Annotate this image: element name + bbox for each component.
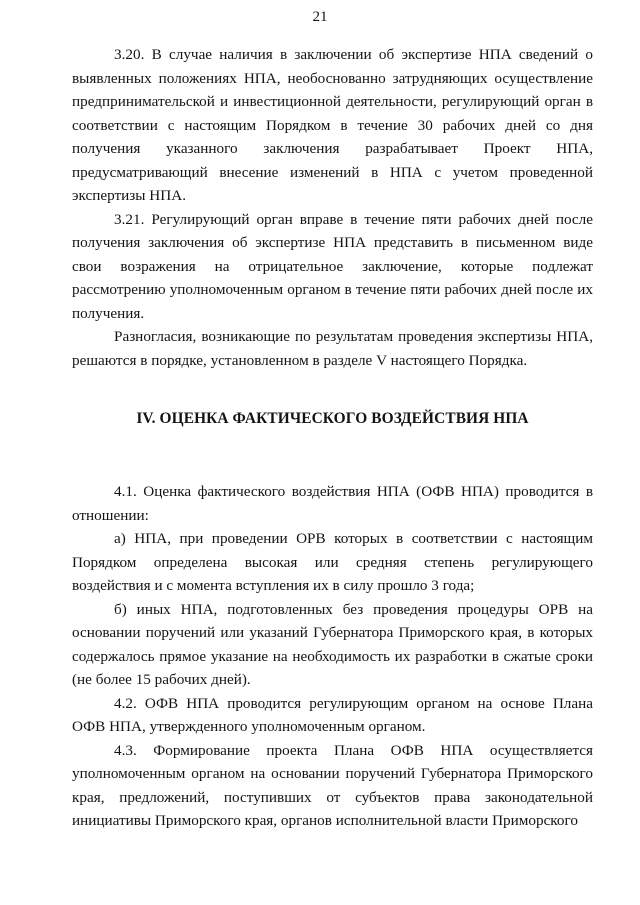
- document-body: [72, 43, 593, 833]
- paragraph-4-1-a: а) НПА, при проведении ОРВ которых в соответствии с настоящим Порядком определена высокая или средняя степень регулирующего воздействия и с момента вступления их в силу прошло 3 года;: [72, 530, 593, 594]
- paragraph-4-1-b: б) иных НПА, подготовленных без проведения процедуры ОРВ на основании поручений или указаний Губернатора Приморского края, в которых содержалось прямое указание на необходимость их разработки в сжатые сроки (не более 15 рабочих дней).: [72, 600, 593, 688]
- paragraph-4-3: 4.3. Формирование проекта Плана ОФВ НПА осуществляется уполномоченным органом на основании поручений Губернатора Приморского края, предложений, поступивших от субъектов права законодательной инициативы Приморского края, органов исполнительной власти Приморского: [72, 741, 593, 829]
- section-heading: IV. ОЦЕНКА ФАКТИЧЕСКОГО ВОЗДЕЙСТВИЯ НПА: [136, 410, 529, 427]
- paragraph-disagreements: Разногласия, возникающие по результатам проведения экспертизы НПА, решаются в порядке, установленном в разделе V настоящего Порядка.: [72, 328, 593, 369]
- paragraph-3-21: 3.21. Регулирующий орган вправе в течение пяти рабочих дней после получения заключения об экспертизе НПА представить в письменном виде свои возражения на отрицательное заключение, которые подлежат рассмотрению уполномоченным органом в течение пяти рабочих дней после их получения.: [72, 210, 593, 322]
- paragraph-4-1: 4.1. Оценка фактического воздействия НПА (ОФВ НПА) проводится в отношении:: [72, 483, 593, 524]
- paragraph-4-2: 4.2. ОФВ НПА проводится регулирующим органом на основе Плана ОФВ НПА, утвержденного уполномоченным органом.: [72, 694, 593, 735]
- paragraph-3-20: 3.20. В случае наличия в заключении об экспертизе НПА сведений о выявленных положениях НПА, необоснованно затрудняющих осуществление предпринимательской и инвестиционной деятельности, регулирующий орган в соответствии с настоящим Порядком в течение 30 рабочих дней со дня получения указанного заключения разрабатывает Проект НПА, предусматривающий внесение изменений в НПА с учетом проведенной экспертизы НПА.: [72, 46, 593, 204]
- page-number: 21: [312, 9, 328, 25]
